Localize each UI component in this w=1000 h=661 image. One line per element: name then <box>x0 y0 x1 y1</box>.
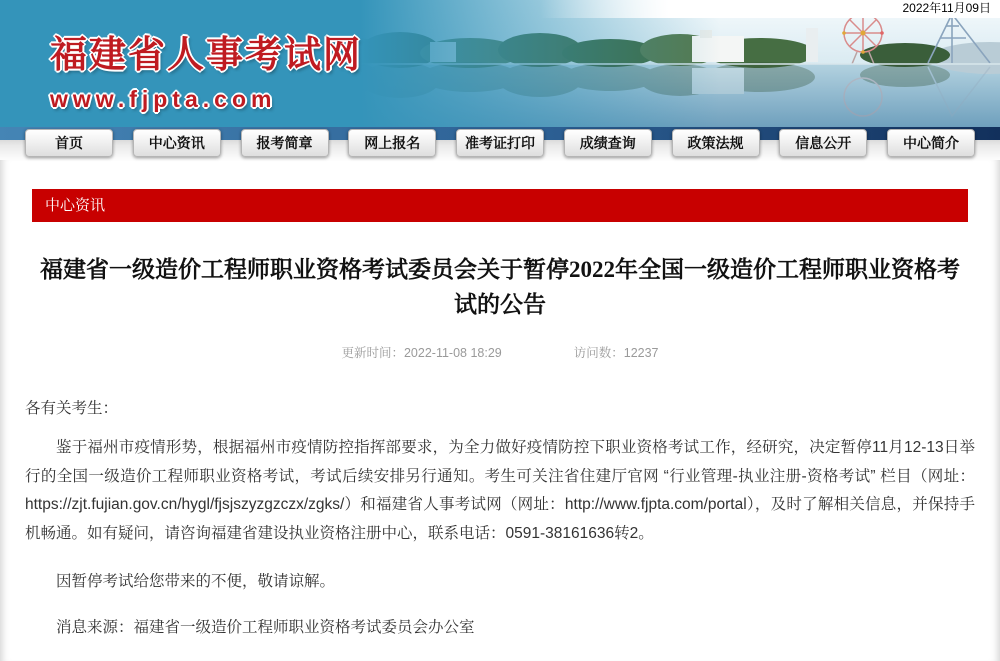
nav-item-score-query[interactable]: 成绩查询 <box>564 129 652 157</box>
date-text: 2022年11月09日 <box>902 1 991 15</box>
paragraph-source: 消息来源：福建省一级造价工程师职业资格考试委员会办公室 <box>56 618 475 636</box>
article-body <box>25 395 975 642</box>
nav-item-exam-guide[interactable]: 报考简章 <box>241 129 329 157</box>
nav-item-admission-ticket-print[interactable]: 准考证打印 <box>456 129 544 157</box>
nav-item-center-intro[interactable]: 中心简介 <box>887 129 975 157</box>
nav-item-center-news[interactable]: 中心资讯 <box>133 129 221 157</box>
section-bar-label: 中心资讯 <box>45 197 106 214</box>
article-title: 福建省一级造价工程师职业资格考试委员会关于暂停2022年全国一级造价工程师职业资格考试的公告 <box>40 257 960 317</box>
update-time: 更新时间：2022-11-08 18:29 <box>341 346 502 360</box>
site-url: www.fjpta.com <box>50 86 277 112</box>
paragraph-main: 鉴于福州市疫情形势，根据福州市疫情防控指挥部要求，为全力做好疫情防控下职业资格考试工作，经研究，决定暂停11月12-13日举行的全国一级造价工程师职业资格考试，考试后续安排另行通知。考生可关注省住建厅官网 “行业管理-执业注册-资格考试” 栏目（网址：https://zjt.fujian.gov.cn/hygl/fjsjszyzgzczx/zgks/）和福建省人事考试网（网址：http://www.fjpta.com/portal），及时了解相关信息，并保持手机畅通。如有疑问，请咨询福建省建设执业资格注册中心，联系电话：0591-38161636转2。 <box>25 439 975 542</box>
paragraph-apology: 因暂停考试给您带来的不便，敬请谅解。 <box>56 573 336 590</box>
nav-item-policies[interactable]: 政策法规 <box>672 129 760 157</box>
nav-item-info-disclosure[interactable]: 信息公开 <box>779 129 867 157</box>
site-logo[interactable] <box>50 24 362 113</box>
main-nav <box>0 127 1000 160</box>
visit-count: 访问数：12237 <box>573 346 659 360</box>
salutation: 各有关考生： <box>25 400 119 417</box>
article-meta <box>0 343 1000 361</box>
nav-buttons <box>0 129 1000 157</box>
nav-item-online-registration[interactable]: 网上报名 <box>348 129 436 157</box>
site-banner <box>0 0 1000 127</box>
section-bar <box>32 189 968 222</box>
site-name: 福建省人事考试网 <box>50 34 362 75</box>
nav-item-home[interactable]: 首页 <box>25 129 113 157</box>
content-area <box>0 160 1000 661</box>
current-date <box>540 0 1000 18</box>
